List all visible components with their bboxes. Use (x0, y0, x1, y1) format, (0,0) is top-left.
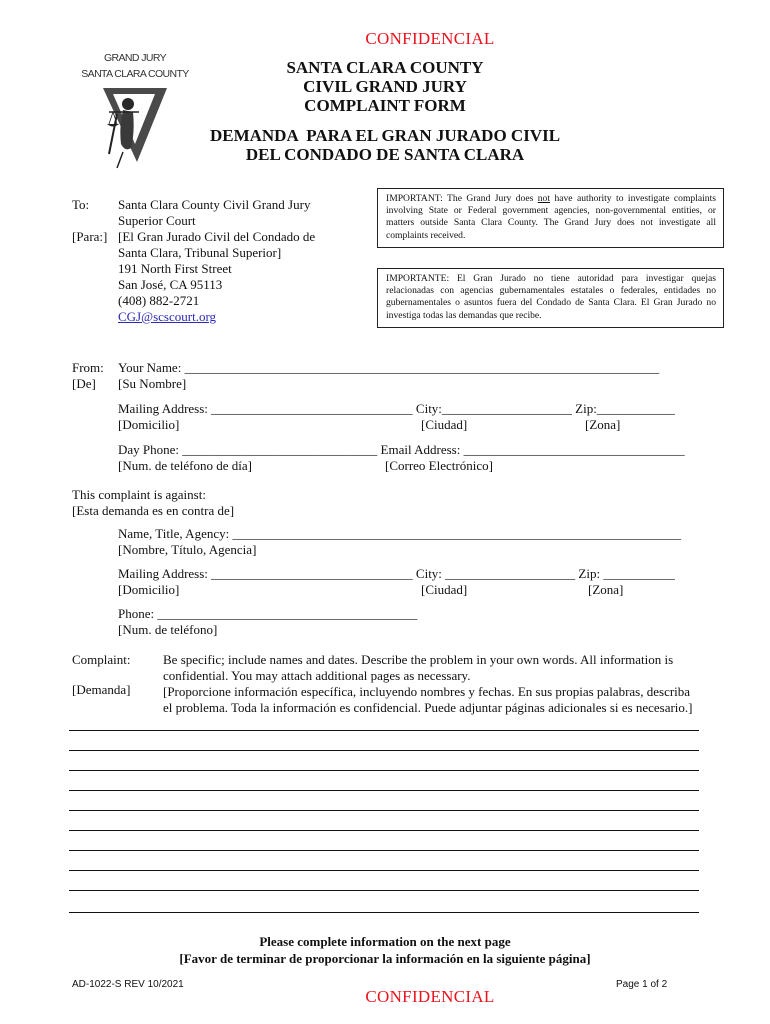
notice-english-underlined: not (537, 193, 551, 204)
writing-line[interactable] (69, 810, 699, 811)
complaint-instructions-en: Be specific; include names and dates. Describe the problem in your own words. All information is confidential. You may attach additional pages as necessary. (163, 652, 674, 683)
against-phone-field[interactable]: Phone: ________________________________________ (118, 606, 418, 621)
against-mailing-address-field[interactable]: Mailing Address: _______________________________ City: ____________________ Zip: ___________ (118, 566, 675, 581)
spanish-title-line-2: DEL CONDADO DE SANTA CLARA (245, 145, 525, 164)
name-title-agency-field[interactable]: Name, Title, Agency: _____________________________________________________________________ (118, 526, 681, 541)
complaint-instructions-es: [Proporcione información específica, incluyendo nombres y fechas. En sus propias palabras, describa el problema. Toda la información es confidencial. Puede adjuntar páginas adicionales si es necesario.] (163, 684, 693, 715)
spanish-title (170, 126, 600, 164)
notice-english-rest: have authority to investigate complaints involving State or Federal government agencies, non-governmental entities, or matters outside Santa Clara County. The Grand Jury does not investigate all complaints received. (386, 193, 716, 241)
complaint-instructions (163, 652, 698, 716)
writing-line[interactable] (69, 850, 699, 851)
from-label-es: [De] (72, 376, 96, 391)
email-link[interactable]: CGJ@scscourt.org (118, 309, 217, 324)
against-ciudad: [Ciudad] (421, 582, 468, 597)
from-zona: [Zona] (585, 417, 621, 432)
writing-line[interactable] (69, 870, 699, 871)
logo-line-1: GRAND JURY (103, 52, 167, 64)
to-line: Santa Clara County Civil Grand Jury (118, 197, 311, 212)
to-label-en: To: (72, 197, 90, 212)
next-page-es: [Favor de terminar de proporcionar la información en la siguiente página] (179, 951, 591, 966)
day-phone-es: [Num. de teléfono de día] (118, 458, 252, 473)
title-line-2: CIVIL GRAND JURY (303, 77, 467, 96)
writing-line[interactable] (69, 730, 699, 731)
writing-line[interactable] (69, 912, 699, 913)
from-ciudad: [Ciudad] (421, 417, 468, 432)
email-es: [Correo Electrónico] (385, 458, 493, 473)
notice-english (377, 188, 724, 248)
page-number: Page 1 of 2 (616, 979, 668, 990)
against-phone-es: [Num. de teléfono] (118, 622, 218, 637)
to-label-es: [Para:] (72, 229, 108, 244)
writing-line[interactable] (69, 750, 699, 751)
form-title (230, 58, 540, 115)
from-mailing-address-field[interactable]: Mailing Address: _______________________________ City:____________________ Zip:____________ (118, 401, 675, 416)
to-line: Santa Clara, Tribunal Superior] (118, 245, 282, 260)
to-line: [El Gran Jurado Civil del Condado de (118, 229, 316, 244)
to-address (118, 197, 358, 325)
to-line: San José, CA 95113 (118, 277, 223, 292)
title-line-1: SANTA CLARA COUNTY (286, 58, 484, 77)
your-name-es: [Su Nombre] (118, 376, 187, 391)
your-name-field[interactable]: Your Name: _________________________________________________________________________ (118, 360, 660, 375)
writing-line[interactable] (69, 890, 699, 891)
from-label-en: From: (72, 360, 104, 375)
notice-english-lead: IMPORTANT: The Grand Jury does (386, 193, 538, 204)
justice-logo-icon (95, 82, 175, 172)
from-label (72, 360, 104, 392)
writing-line[interactable] (69, 790, 699, 791)
to-line: Superior Court (118, 213, 196, 228)
name-title-agency-es: [Nombre, Título, Agencia] (118, 542, 257, 557)
writing-line[interactable] (69, 770, 699, 771)
day-phone-email-field[interactable]: Day Phone: ______________________________ Email Address: __________________________________ (118, 442, 685, 457)
complaint-label-en: Complaint: (72, 652, 131, 667)
confidential-stamp-bottom: CONFIDENCIAL (365, 987, 495, 1006)
form-id: AD-1022-S REV 10/2021 (72, 979, 184, 990)
logo-caption (80, 50, 190, 82)
against-heading (72, 487, 234, 519)
next-page-en: Please complete information on the next page (259, 934, 511, 949)
notice-spanish: IMPORTANTE: El Gran Jurado no tiene autoridad para investigar quejas relacionadas con agencias gubernamentales estatales o federales, entidades no gubernamentales o asuntos fuera del Condado de Santa Clara. El Gran Jurado no investiga todas las demandas que recibe. (377, 268, 724, 328)
to-label (72, 197, 107, 245)
against-heading-es: [Esta demanda es en contra de] (72, 503, 235, 518)
from-domicilio: [Domicilio] (118, 417, 180, 432)
against-domicilio: [Domicilio] (118, 582, 180, 597)
to-line: 191 North First Street (118, 261, 232, 276)
complaint-label-es: [Demanda] (72, 682, 131, 697)
writing-line[interactable] (69, 830, 699, 831)
against-heading-en: This complaint is against: (72, 487, 206, 502)
spanish-title-line-1: DEMANDA PARA EL GRAN JURADO CIVIL (209, 126, 561, 145)
next-page-notice (120, 933, 650, 967)
confidential-stamp-top: CONFIDENCIAL (365, 29, 495, 48)
to-line: (408) 882-2721 (118, 293, 200, 308)
logo-line-2: SANTA CLARA COUNTY (81, 68, 189, 80)
title-line-3: COMPLAINT FORM (304, 96, 466, 115)
against-zona: [Zona] (588, 582, 624, 597)
